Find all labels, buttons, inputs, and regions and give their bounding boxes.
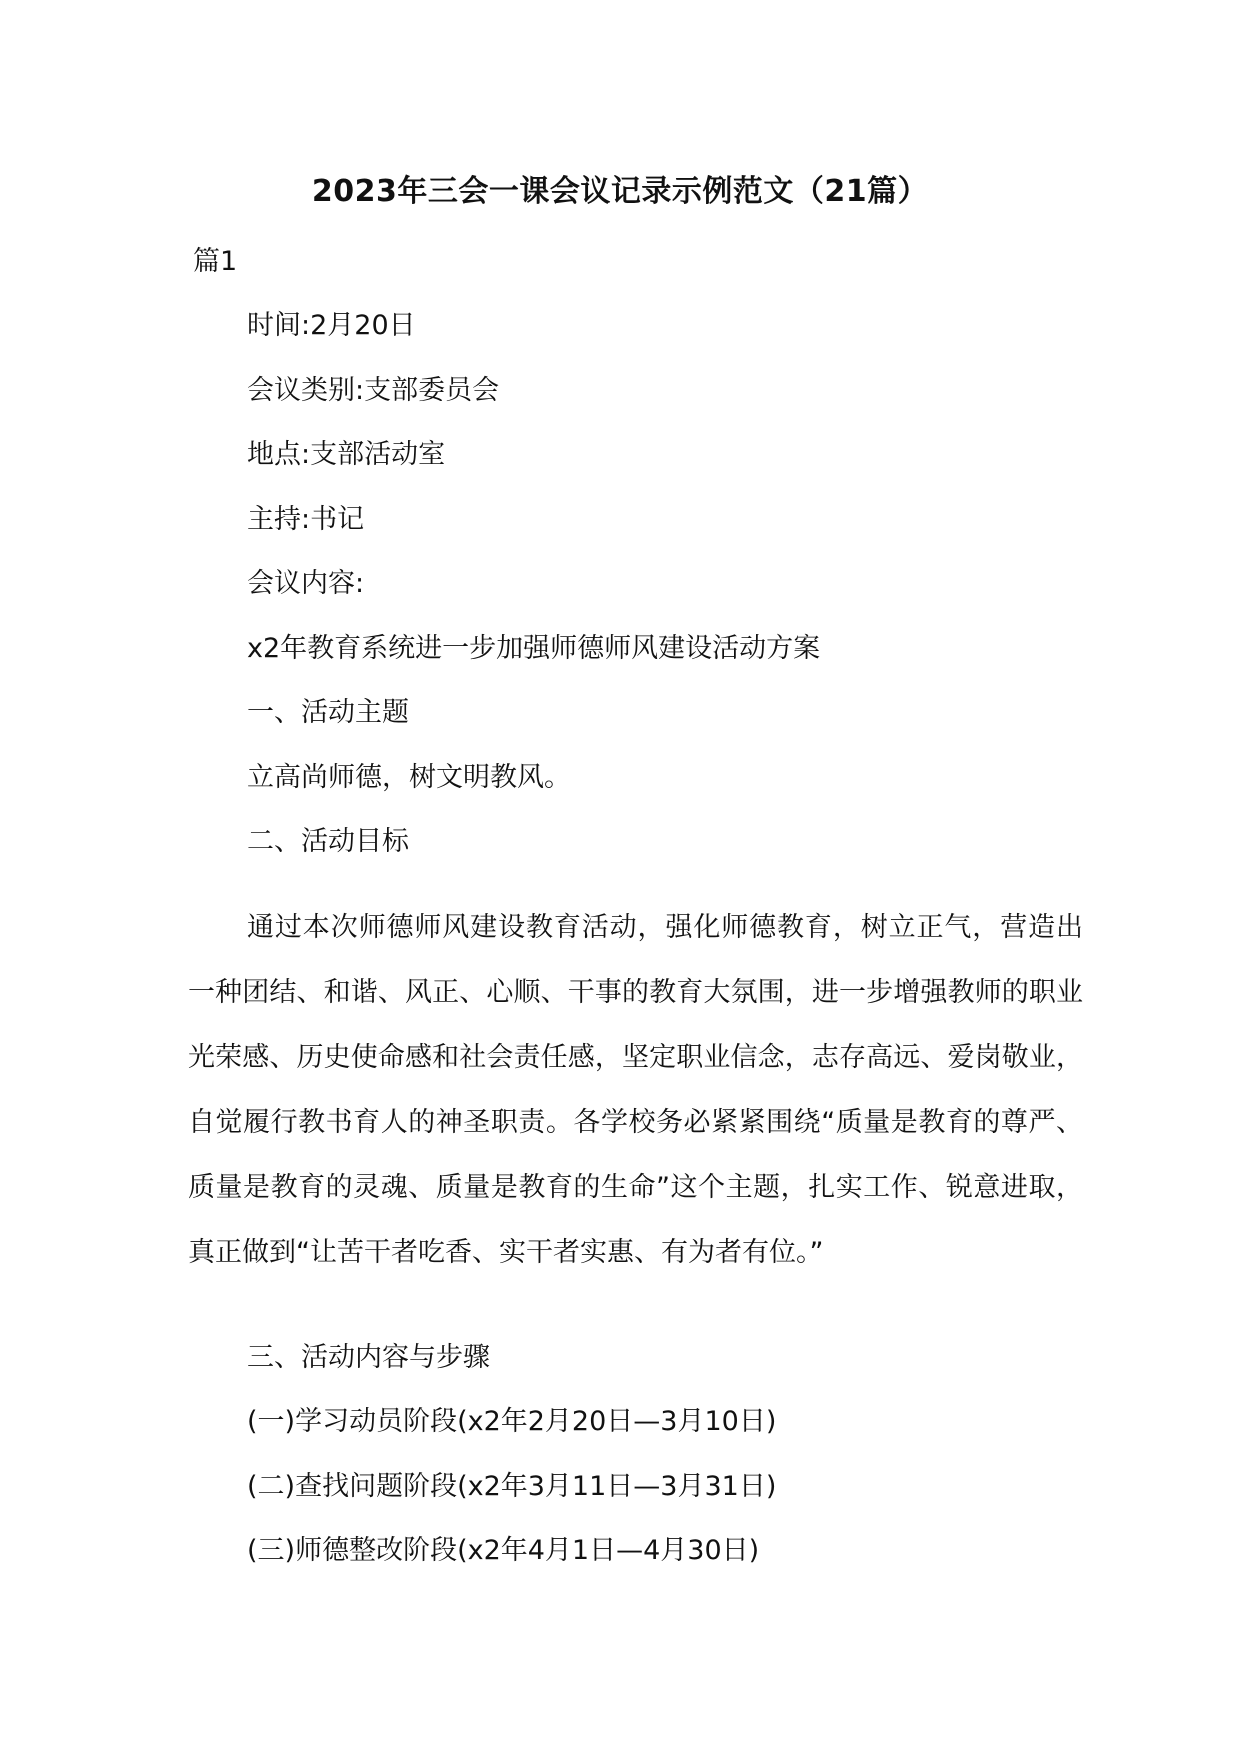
step-1: (一)学习动员阶段(x2年2月20日—3月10日): [247, 1406, 777, 1437]
plan-title: x2年教育系统进一步加强师德师风建设活动方案: [247, 633, 821, 664]
heading-goal: 二、活动目标: [247, 826, 409, 857]
goal-paragraph: 通过本次师德师风建设教育活动，强化师德教育，树立正气，营造出一种团结、和谐、风正、心顺、干事的教育大氛围，进一步增强教师的职业光荣感、历史使命感和社会责任感，坚定职业信念，志存高远、爱岗敬业，自觉履行教书育人的神圣职责。各学校务必紧紧围绕“质量是教育的尊严、质量是教育的灵魂、质量是教育的生命”这个主题，扎实工作、锐意进取，真正做到“让苦干者吃香、实干者实惠、有为者有位。”: [188, 912, 1083, 1268]
heading-theme: 一、活动主题: [247, 697, 409, 728]
meeting-content-label: 会议内容:: [247, 568, 365, 599]
meeting-location: 地点:支部活动室: [247, 439, 446, 470]
section-label: 篇1: [193, 246, 238, 277]
meeting-host: 主持:书记: [247, 504, 365, 535]
document-title: 2023年三会一课会议记录示例范文（21篇）: [311, 174, 929, 209]
theme-text: 立高尚师德，树文明教风。: [247, 762, 571, 793]
meeting-category: 会议类别:支部委员会: [247, 375, 500, 406]
meeting-time: 时间:2月20日: [247, 310, 416, 341]
step-2: (二)查找问题阶段(x2年3月11日—3月31日): [247, 1471, 777, 1502]
step-3: (三)师德整改阶段(x2年4月1日—4月30日): [247, 1535, 760, 1566]
heading-steps: 三、活动内容与步骤: [247, 1342, 490, 1373]
